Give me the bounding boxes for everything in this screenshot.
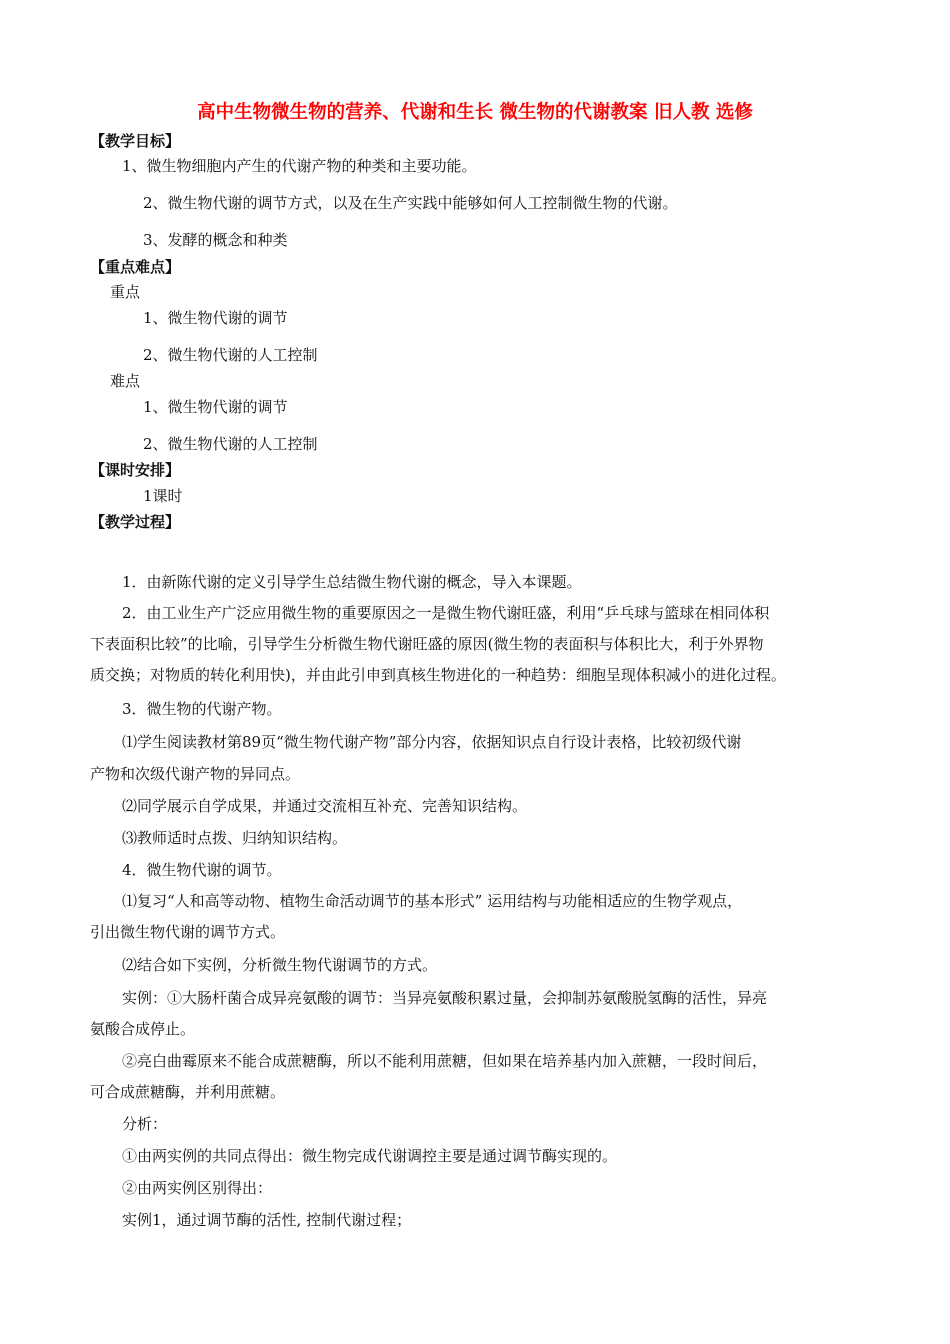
key-points-heading: 【重点难点】 [90, 258, 181, 276]
focus-item: 1、微生物代谢的调节 [143, 309, 288, 327]
process-line: 可合成蔗糖酶，并利用蔗糖。 [90, 1083, 286, 1101]
objective-item: 2、微生物代谢的调节方式，以及在生产实践中能够如何人工控制微生物的代谢。 [143, 194, 678, 212]
process-line: 1．由新陈代谢的定义引导学生总结微生物代谢的概念，导入本课题。 [122, 573, 582, 591]
process-line: 4．微生物代谢的调节。 [122, 861, 282, 879]
difficulty-label: 难点 [110, 372, 141, 390]
process-heading: 【教学过程】 [90, 513, 181, 531]
focus-label: 重点 [110, 283, 141, 301]
process-line: 产物和次级代谢产物的异同点。 [90, 765, 301, 783]
process-line: 实例：①大肠杆菌合成异亮氨酸的调节：当异亮氨酸积累过量，会抑制苏氨酸脱氢酶的活性，异亮 [122, 989, 768, 1007]
process-line: ⑴学生阅读教材第89页“微生物代谢产物”部分内容，依据知识点自行设计表格，比较初级代谢 [122, 733, 742, 751]
process-line: 质交换；对物质的转化利用快)，并由此引申到真核生物进化的一种趋势：细胞呈现体积减小的进化过程。 [90, 666, 786, 684]
process-line: ②亮白曲霉原来不能合成蔗糖酶，所以不能利用蔗糖，但如果在培养基内加入蔗糖，一段时间后， [122, 1052, 768, 1070]
process-line: ①由两实例的共同点得出：微生物完成代谢调控主要是通过调节酶实现的。 [122, 1147, 618, 1165]
difficulty-item: 2、微生物代谢的人工控制 [143, 435, 318, 453]
process-line: 分析： [122, 1115, 168, 1133]
process-line: 3．微生物的代谢产物。 [122, 700, 282, 718]
process-line: 2．由工业生产广泛应用微生物的重要原因之一是微生物代谢旺盛，利用“乒乓球与篮球在相同体积 [122, 604, 770, 622]
schedule-value: 1课时 [143, 487, 183, 505]
process-line: 引出微生物代谢的调节方式。 [90, 923, 286, 941]
process-line: ⑵结合如下实例，分析微生物代谢调节的方式。 [122, 956, 438, 974]
difficulty-item: 1、微生物代谢的调节 [143, 398, 288, 416]
process-line: ⑴复习“人和高等动物、植物生命活动调节的基本形式” 运用结构与功能相适应的生物学观点， [122, 892, 743, 910]
process-line: 实例1，通过调节酶的活性, 控制代谢过程； [122, 1211, 412, 1229]
objective-item: 1、微生物细胞内产生的代谢产物的种类和主要功能。 [122, 157, 477, 175]
process-line: 氨酸合成停止。 [90, 1020, 196, 1038]
process-line: 下表面积比较”的比喻，引导学生分析微生物代谢旺盛的原因(微生物的表面积与体积比大，利于外界物 [90, 635, 764, 653]
objective-item: 3、发酵的概念和种类 [143, 231, 288, 249]
document-title: 高中生物微生物的营养、代谢和生长 微生物的代谢教案 旧人教 选修 [197, 102, 753, 123]
process-line: ⑶教师适时点拨、归纳知识结构。 [122, 829, 348, 847]
schedule-heading: 【课时安排】 [90, 461, 181, 479]
objectives-heading: 【教学目标】 [90, 132, 181, 150]
focus-item: 2、微生物代谢的人工控制 [143, 346, 318, 364]
process-line: ②由两实例区别得出： [122, 1179, 273, 1197]
process-line: ⑵同学展示自学成果，并通过交流相互补充、完善知识结构。 [122, 797, 528, 815]
